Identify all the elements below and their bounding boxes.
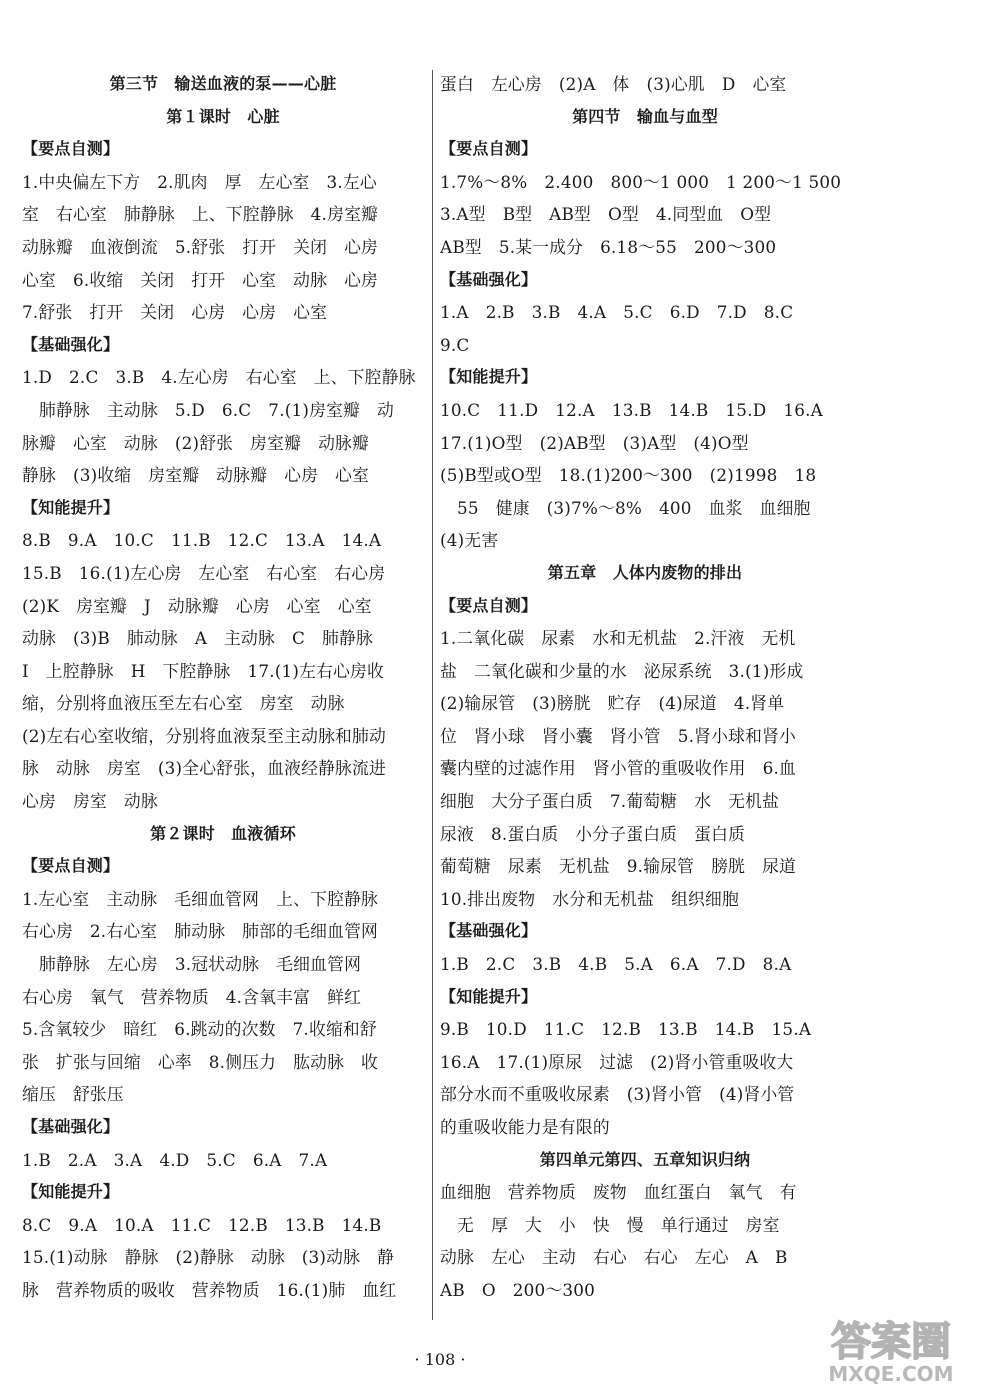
section-heading: 第２课时 血液循环 (150, 823, 296, 843)
left-column (22, 68, 424, 1307)
answer-line: 55 健康 (3)7%～8% 400 血浆 血细胞 (440, 497, 811, 518)
answer-line: 1.B 2.A 3.A 4.D 5.C 6.A 7.A (22, 1149, 328, 1170)
answer-line: 静脉 (3)收缩 房室瓣 动脉瓣 心房 心室 (22, 465, 370, 486)
answer-line: 7.舒张 打开 关闭 心房 心房 心室 (22, 302, 328, 323)
answer-line: 右心房 2.右心室 肺动脉 肺部的毛细血管网 (22, 921, 379, 942)
answer-line: I 上腔静脉 H 下腔静脉 17.(1)左右心房收 (22, 660, 385, 681)
answer-line: 张 扩张与回缩 心率 8.侧压力 肱动脉 收 (22, 1051, 379, 1072)
answer-line: 9.C (440, 334, 470, 355)
answer-line: 脉瓣 心室 动脉 (2)舒张 房室瓣 动脉瓣 (22, 432, 370, 453)
subsection-label: 【基础强化】 (22, 1117, 120, 1136)
answer-line: 9.B 10.D 11.C 12.B 13.B 14.B 15.A (440, 1019, 812, 1040)
subsection-label: 【要点自测】 (22, 856, 120, 876)
subsection-label: 【知能提升】 (22, 1182, 120, 1202)
answer-line: 17.(1)O型 (2)AB型 (3)A型 (4)O型 (440, 432, 749, 453)
subsection-label: 【基础强化】 (440, 269, 538, 289)
answer-line: AB O 200～300 (440, 1279, 596, 1300)
column-divider (432, 70, 433, 1320)
page-number: · 108 · (414, 1350, 466, 1369)
answer-line: 1.D 2.C 3.B 4.左心房 右心室 上、下腔静脉 (22, 367, 416, 388)
answer-line: 1.中央偏左下方 2.肌肉 厚 左心室 3.左心 (22, 171, 377, 192)
answer-line: 8.B 9.A 10.C 11.B 12.C 13.A 14.A (22, 530, 382, 551)
answer-line: 肺静脉 主动脉 5.D 6.C 7.(1)房室瓣 动 (22, 399, 394, 420)
section-heading: 第四节 输血与血型 (572, 106, 718, 126)
answer-line: 动脉 左心 主动 右心 右心 左心 A B (440, 1247, 788, 1268)
answer-line: 1.A 2.B 3.B 4.A 5.C 6.D 7.D 8.C (440, 302, 794, 323)
answer-line: 15.(1)动脉 静脉 (2)静脉 动脉 (3)动脉 静 (22, 1247, 395, 1268)
answer-line: 盐 二氧化碳和少量的水 泌尿系统 3.(1)形成 (440, 660, 804, 681)
subsection-label: 【知能提升】 (440, 986, 538, 1006)
section-heading: 第１课时 心脏 (166, 106, 280, 126)
answer-line: 的重吸收能力是有限的 (440, 1117, 610, 1137)
subsection-label: 【要点自测】 (22, 139, 120, 159)
answer-line: 位 肾小球 肾小囊 肾小管 5.肾小球和肾小 (440, 725, 797, 746)
answer-line: 葡萄糖 尿素 无机盐 9.输尿管 膀胱 尿道 (440, 856, 797, 877)
answer-line: 1.7%～8% 2.400 800～1 000 1 200～1 500 (440, 171, 842, 192)
answer-line: 1.左心室 主动脉 毛细血管网 上、下腔静脉 (22, 888, 379, 909)
section-heading: 第三节 输送血液的泵——心脏 (109, 74, 337, 93)
answer-line: 缩压 舒张压 (22, 1084, 124, 1105)
answer-line: 缩，分别将血液压至左右心室 房室 动脉 (22, 693, 345, 714)
right-column (440, 68, 850, 1307)
answer-line: (4)无害 (440, 530, 499, 551)
watermark-text-bottom: MXQE.COM (828, 1362, 954, 1386)
answer-line: 囊内壁的过滤作用 肾小管的重吸收作用 6.血 (440, 758, 797, 779)
answer-line: 肺静脉 左心房 3.冠状动脉 毛细血管网 (22, 954, 362, 975)
answer-line: (2)左右心室收缩，分别将血液泵至主动脉和肺动 (22, 725, 386, 746)
answer-line: 1.二氧化碳 尿素 水和无机盐 2.汗液 无机 (440, 628, 796, 649)
answer-line: 无 厚 大 小 快 慢 单行通过 房室 (440, 1214, 780, 1235)
subsection-label: 【知能提升】 (22, 497, 120, 517)
answer-line: 蛋白 左心房 (2)A 体 (3)心肌 D 心室 (440, 74, 787, 94)
answer-line: 15.B 16.(1)左心房 左心室 右心室 右心房 (22, 562, 386, 583)
answer-line: 1.B 2.C 3.B 4.B 5.A 6.A 7.D 8.A (440, 954, 792, 975)
answer-line: 心房 房室 动脉 (22, 791, 158, 812)
answer-line: 血细胞 营养物质 废物 血红蛋白 氧气 有 (440, 1182, 797, 1203)
subsection-label: 【要点自测】 (440, 595, 538, 615)
answer-line: 室 右心室 肺静脉 上、下腔静脉 4.房室瓣 (22, 204, 379, 225)
section-heading: 第五章 人体内废物的排出 (547, 562, 743, 582)
answer-line: 脉 营养物质的吸收 营养物质 16.(1)肺 血红 (22, 1279, 397, 1300)
answer-line: (5)B型或O型 18.(1)200～300 (2)1998 18 (440, 465, 817, 486)
answer-line: 8.C 9.A 10.A 11.C 12.B 13.B 14.B (22, 1214, 382, 1235)
watermark-text-top: 答案圈 (831, 1319, 951, 1365)
answer-line: 10.C 11.D 12.A 13.B 14.B 15.D 16.A (440, 399, 823, 420)
subsection-label: 【基础强化】 (22, 334, 120, 354)
answer-line: 尿液 8.蛋白质 小分子蛋白质 蛋白质 (440, 823, 746, 844)
answer-line: 动脉 (3)B 肺动脉 A 主动脉 C 肺静脉 (22, 628, 373, 649)
answer-line: 右心房 氧气 营养物质 4.含氧丰富 鲜红 (22, 986, 362, 1007)
answer-line: 细胞 大分子蛋白质 7.葡萄糖 水 无机盐 (440, 791, 780, 812)
section-heading: 第四单元第四、五章知识归纳 (539, 1149, 751, 1169)
answer-line: 16.A 17.(1)原尿 过滤 (2)肾小管重吸收大 (440, 1051, 794, 1072)
watermark-logo (796, 1303, 986, 1389)
answer-line: 心室 6.收缩 关闭 打开 心室 动脉 心房 (22, 269, 379, 290)
answer-line: 3.A型 B型 AB型 O型 4.同型血 O型 (440, 204, 772, 225)
answer-line: 动脉瓣 血液倒流 5.舒张 打开 关闭 心房 (22, 236, 379, 257)
answer-line: (2)输尿管 (3)膀胱 贮存 (4)尿道 4.肾单 (440, 693, 785, 714)
subsection-label: 【要点自测】 (440, 139, 538, 159)
answer-line: AB型 5.某一成分 6.18～55 200～300 (440, 236, 777, 257)
answer-line: 部分水而不重吸收尿素 (3)肾小管 (4)肾小管 (440, 1084, 795, 1105)
answer-line: (2)K 房室瓣 J 动脉瓣 心房 心室 心室 (22, 595, 372, 616)
subsection-label: 【基础强化】 (440, 921, 538, 941)
answer-line: 脉 动脉 房室 (3)全心舒张，血液经静脉流进 (22, 758, 386, 779)
subsection-label: 【知能提升】 (440, 367, 538, 387)
answer-line: 10.排出废物 水分和无机盐 组织细胞 (440, 888, 739, 909)
answer-line: 5.含氧较少 暗红 6.跳动的次数 7.收缩和舒 (22, 1019, 377, 1040)
